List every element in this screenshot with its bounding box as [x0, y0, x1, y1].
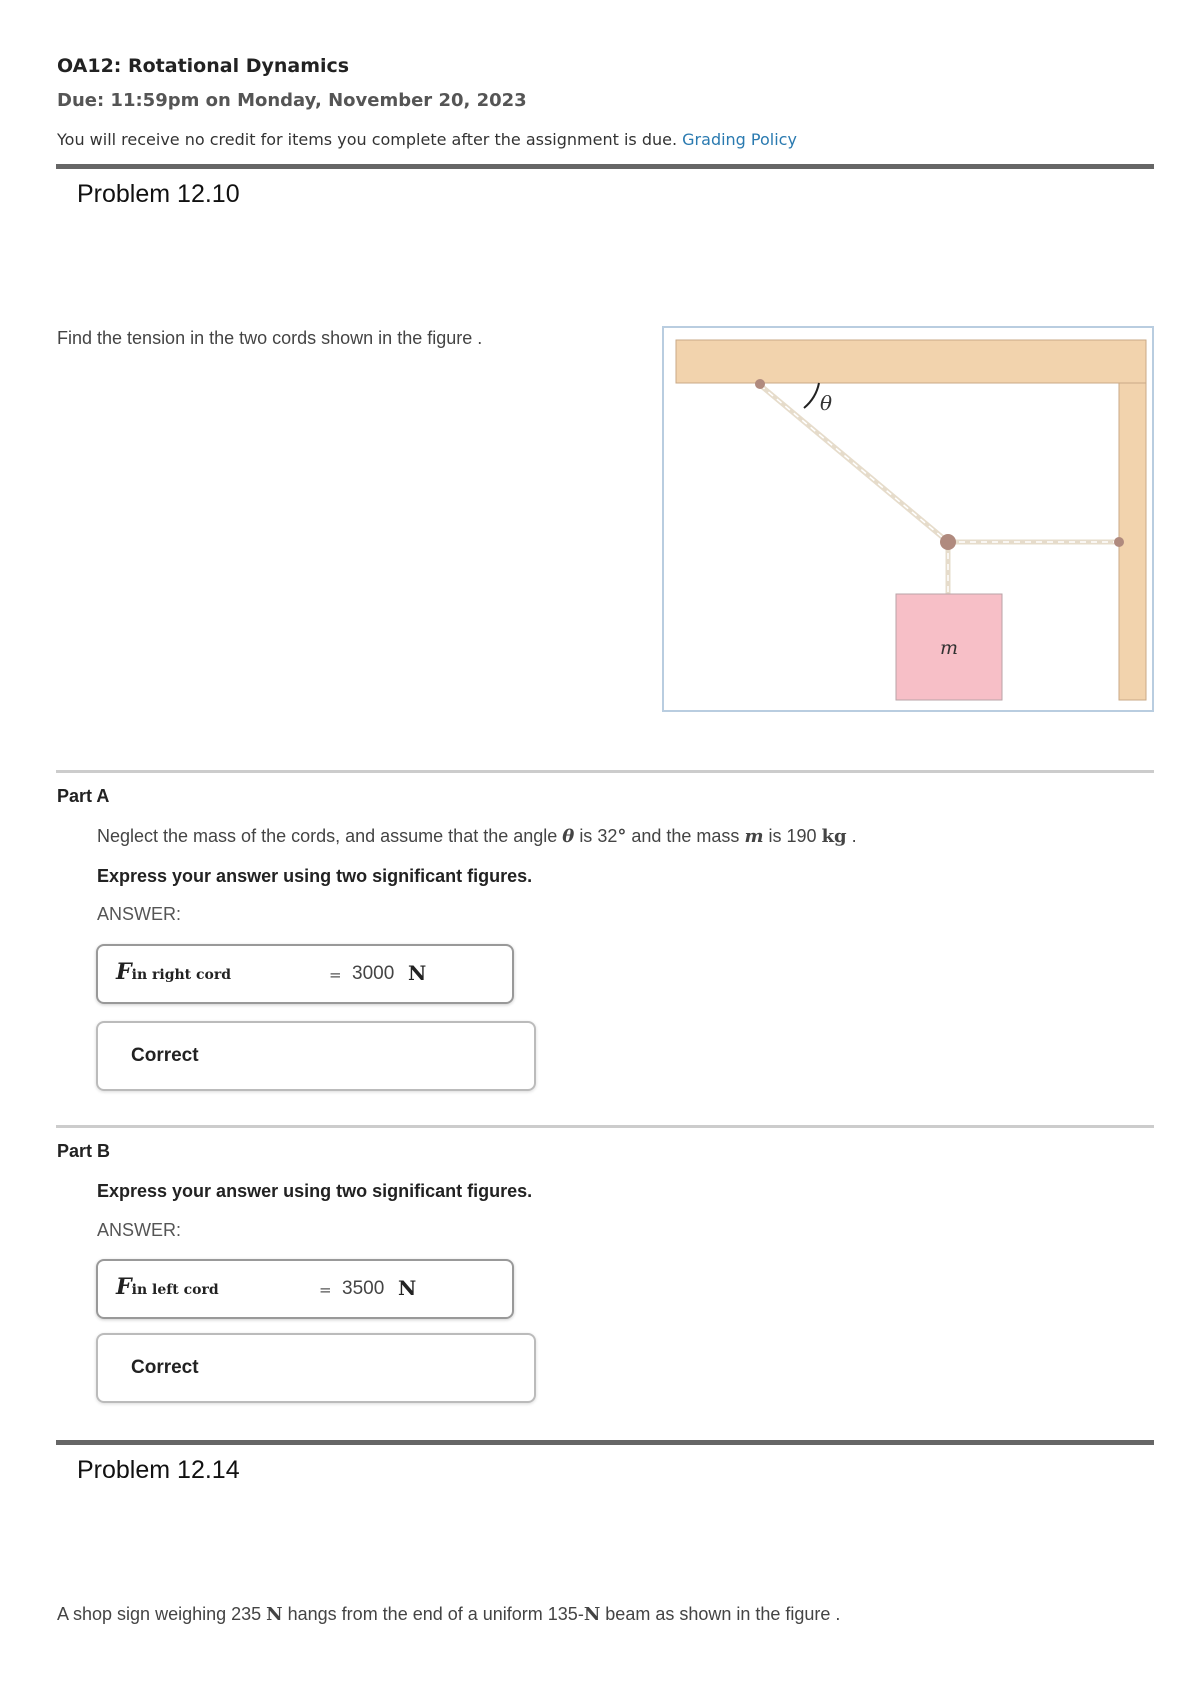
- problem-title: Problem 12.10: [77, 180, 240, 208]
- problem2-text-2: hangs from the end of a uniform 135-: [287, 1604, 584, 1624]
- part-a-text-4: is 190: [768, 826, 817, 846]
- part-divider: [56, 770, 1154, 773]
- problem-divider: [56, 164, 1154, 169]
- wall-anchor: [1114, 537, 1124, 547]
- part-a-title: Part A: [57, 786, 110, 806]
- answer-value: 3000: [352, 963, 395, 984]
- force-symbol: Fin right cord: [116, 959, 232, 985]
- part-b-feedback: [96, 1333, 536, 1403]
- part-a-prompt: [97, 826, 857, 847]
- newton-unit: N: [583, 1604, 601, 1625]
- part-a-text-2: is 32: [579, 826, 618, 846]
- problem-divider: [56, 1440, 1154, 1445]
- late-notice-text: You will receive no credit for items you complete after the assignment is due.: [57, 130, 678, 149]
- part-a-text-1: Neglect the mass of the cords, and assume that the angle: [97, 826, 558, 846]
- part-a-answer-label: ANSWER:: [97, 904, 182, 924]
- part-divider: [56, 1125, 1154, 1128]
- knot: [940, 534, 956, 550]
- angle-arc: [804, 383, 819, 408]
- correct-label: Correct: [131, 1045, 199, 1066]
- problem2-text-3: beam as shown in the figure .: [605, 1604, 841, 1624]
- theta-label: θ: [820, 391, 833, 415]
- figure-svg: [664, 328, 1152, 710]
- force-subscript: in left cord: [131, 1282, 219, 1298]
- degree-symbol: °: [617, 826, 627, 847]
- part-a-answer-box[interactable]: [96, 944, 514, 1004]
- part-a-feedback: [96, 1021, 536, 1091]
- grading-policy-link[interactable]: Grading Policy: [682, 130, 797, 149]
- force-symbol: Fin left cord: [116, 1274, 219, 1300]
- mass-label: m: [939, 637, 959, 659]
- problem-prompt: [57, 1604, 840, 1625]
- answer-value: 3500: [342, 1278, 385, 1299]
- kg-unit: kg: [821, 826, 847, 847]
- answer-unit: N: [408, 961, 427, 985]
- problem2-text-1: A shop sign weighing 235: [57, 1604, 262, 1624]
- ceiling-beam: [676, 340, 1146, 383]
- part-a-text-5: .: [851, 826, 857, 846]
- assignment-title: OA12: Rotational Dynamics: [57, 55, 350, 77]
- late-notice: [57, 130, 797, 149]
- equals-sign: =: [329, 966, 342, 984]
- ceiling-anchor: [755, 379, 765, 389]
- part-a-text-3: and the mass: [631, 826, 740, 846]
- problem-title: Problem 12.14: [77, 1456, 240, 1484]
- part-b-answer-label: ANSWER:: [97, 1220, 182, 1240]
- correct-label: Correct: [131, 1357, 199, 1378]
- theta-symbol: θ: [562, 826, 575, 847]
- part-b-answer-box[interactable]: [96, 1259, 514, 1319]
- equals-sign: =: [319, 1281, 332, 1299]
- answer-unit: N: [398, 1276, 417, 1300]
- part-b-title: Part B: [57, 1141, 111, 1161]
- part-a-instruction: Express your answer using two significant figures.: [97, 866, 533, 886]
- due-date: Due: 11:59pm on Monday, November 20, 2023: [57, 90, 527, 111]
- force-subscript: in right cord: [131, 967, 232, 983]
- newton-unit: N: [266, 1604, 283, 1625]
- m-symbol: m: [744, 826, 764, 847]
- cord-tension-figure: [662, 326, 1154, 712]
- part-b-instruction: Express your answer using two significant figures.: [97, 1181, 533, 1201]
- problem-prompt: Find the tension in the two cords shown in the figure .: [57, 328, 483, 348]
